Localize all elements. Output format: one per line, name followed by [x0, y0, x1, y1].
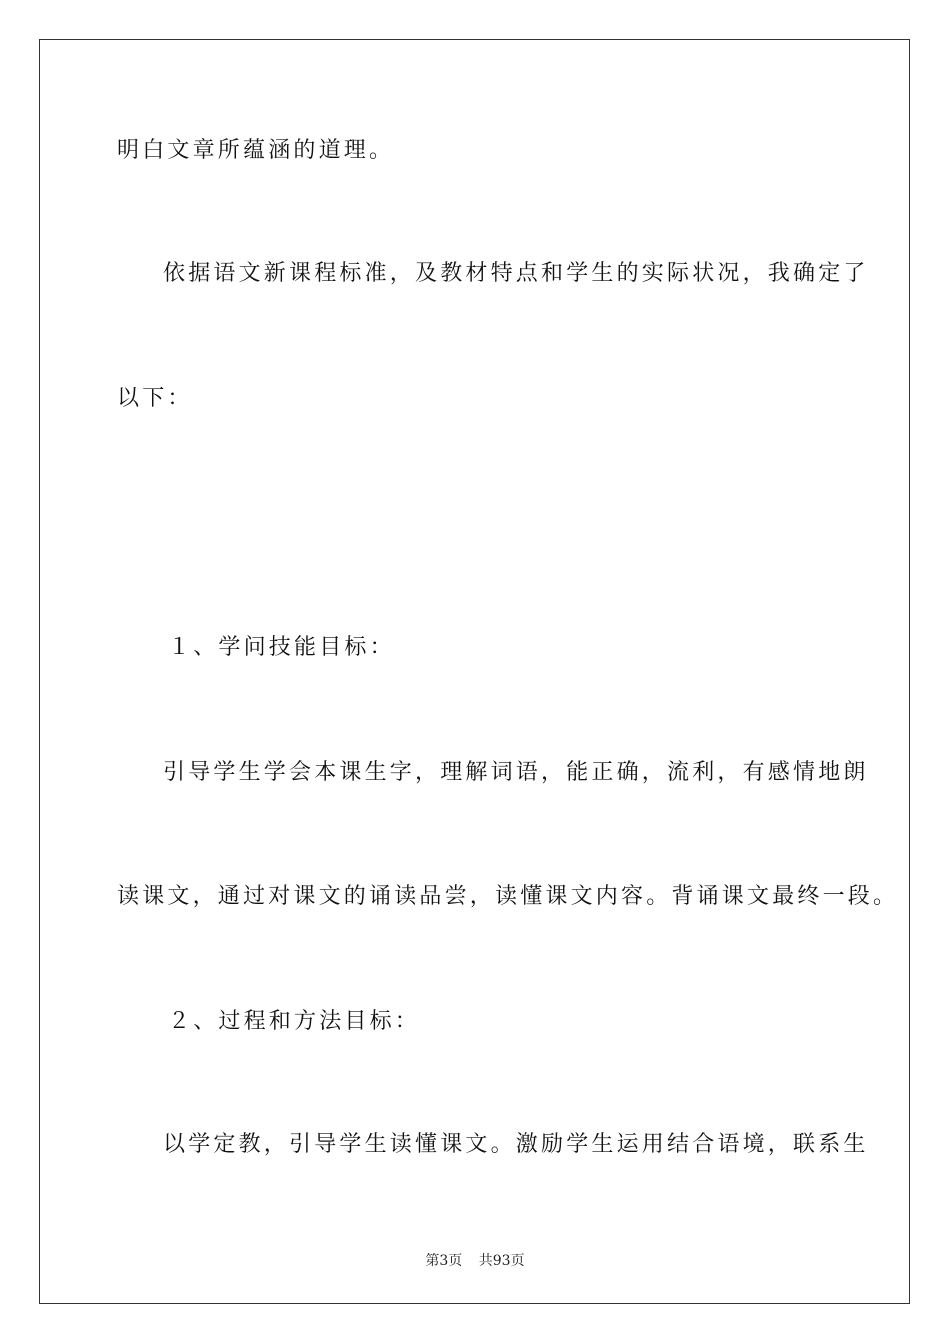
paragraph-line-6: 以学定教，引导学生读懂课文。激励学生运用结合语境，联系生 [163, 1132, 869, 1157]
section-heading-1: １、学问技能目标： [168, 635, 395, 660]
page-border [39, 39, 910, 1304]
section-heading-2: ２、过程和方法目标： [168, 1009, 421, 1034]
page-number-total: 共93页 [478, 1253, 525, 1269]
page-number-current: 第3页 [425, 1253, 463, 1269]
paragraph-line-1: 明白文章所蕴涵的道理。 [117, 138, 395, 163]
paragraph-line-2: 依据语文新课程标准，及教材特点和学生的实际状况，我确定了 [163, 261, 869, 286]
page-footer [0, 1250, 950, 1270]
paragraph-line-5: 读课文，通过对课文的诵读品尝，读懂课文内容。背诵课文最终一段。 [117, 884, 899, 909]
paragraph-line-4: 引导学生学会本课生字，理解词语，能正确，流利，有感情地朗 [163, 760, 869, 785]
paragraph-line-3: 以下： [117, 386, 193, 411]
